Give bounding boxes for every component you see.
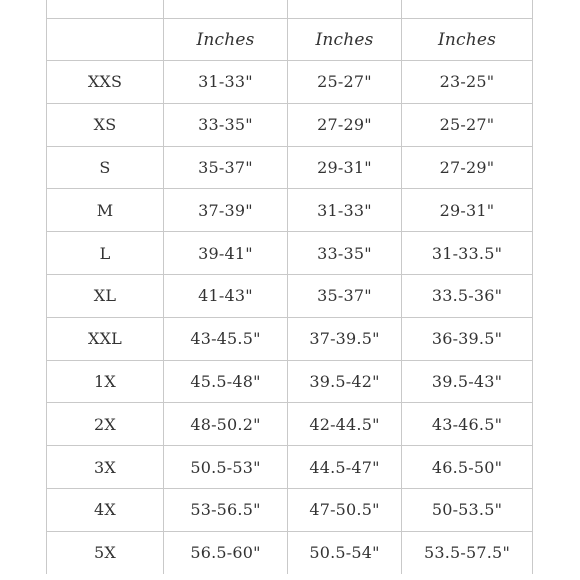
table-row	[47, 189, 533, 232]
measurement-col2: 42-44.5"	[288, 403, 402, 446]
measurement-col3: 46.5-50"	[402, 446, 533, 489]
table-row	[47, 446, 533, 489]
size-label: XS	[47, 103, 164, 146]
measurement-col1: 45.5-48"	[164, 360, 288, 403]
unit-cell-size	[47, 19, 164, 61]
table-row	[47, 360, 533, 403]
measurement-col3: 25-27"	[402, 103, 533, 146]
measurement-col3: 50-53.5"	[402, 488, 533, 531]
table-row	[47, 488, 533, 531]
table-row	[47, 531, 533, 573]
measurement-col3: 29-31"	[402, 189, 533, 232]
measurement-col2: 29-31"	[288, 146, 402, 189]
size-chart-body	[47, 0, 533, 574]
unit-row	[47, 19, 533, 61]
measurement-col2: 31-33"	[288, 189, 402, 232]
measurement-col1: 50.5-53"	[164, 446, 288, 489]
measurement-col2: 33-35"	[288, 232, 402, 275]
header-cell-col3	[402, 0, 533, 19]
size-label: XXS	[47, 61, 164, 104]
header-cell-col2	[288, 0, 402, 19]
measurement-col2: 37-39.5"	[288, 317, 402, 360]
measurement-col2: 35-37"	[288, 274, 402, 317]
size-label: XXL	[47, 317, 164, 360]
measurement-col1: 39-41"	[164, 232, 288, 275]
table-row	[47, 403, 533, 446]
measurement-col1: 41-43"	[164, 274, 288, 317]
table-row	[47, 61, 533, 104]
measurement-col2: 39.5-42"	[288, 360, 402, 403]
measurement-col2: 50.5-54"	[288, 531, 402, 573]
size-label: XL	[47, 274, 164, 317]
measurement-col1: 37-39"	[164, 189, 288, 232]
size-label: S	[47, 146, 164, 189]
table-row	[47, 274, 533, 317]
table-row	[47, 232, 533, 275]
size-label: 4X	[47, 488, 164, 531]
unit-cell-col3: Inches	[402, 19, 533, 61]
header-cell-col1	[164, 0, 288, 19]
measurement-col1: 43-45.5"	[164, 317, 288, 360]
measurement-col3: 43-46.5"	[402, 403, 533, 446]
size-label: M	[47, 189, 164, 232]
measurement-col2: 27-29"	[288, 103, 402, 146]
measurement-col1: 53-56.5"	[164, 488, 288, 531]
size-chart-table	[46, 0, 533, 574]
measurement-col1: 33-35"	[164, 103, 288, 146]
measurement-col2: 44.5-47"	[288, 446, 402, 489]
measurement-col3: 23-25"	[402, 61, 533, 104]
measurement-col3: 27-29"	[402, 146, 533, 189]
size-label: 1X	[47, 360, 164, 403]
table-row	[47, 317, 533, 360]
measurement-col3: 31-33.5"	[402, 232, 533, 275]
unit-cell-col1: Inches	[164, 19, 288, 61]
measurement-col2: 25-27"	[288, 61, 402, 104]
measurement-col1: 31-33"	[164, 61, 288, 104]
measurement-col1: 48-50.2"	[164, 403, 288, 446]
measurement-col3: 53.5-57.5"	[402, 531, 533, 573]
measurement-col3: 33.5-36"	[402, 274, 533, 317]
measurement-col2: 47-50.5"	[288, 488, 402, 531]
size-label: 5X	[47, 531, 164, 573]
unit-cell-col2: Inches	[288, 19, 402, 61]
measurement-col1: 56.5-60"	[164, 531, 288, 573]
header-row-cropped	[47, 0, 533, 19]
measurement-col1: 35-37"	[164, 146, 288, 189]
table-row	[47, 146, 533, 189]
size-label: 3X	[47, 446, 164, 489]
header-cell-size	[47, 0, 164, 19]
size-label: 2X	[47, 403, 164, 446]
measurement-col3: 36-39.5"	[402, 317, 533, 360]
table-row	[47, 103, 533, 146]
size-label: L	[47, 232, 164, 275]
measurement-col3: 39.5-43"	[402, 360, 533, 403]
